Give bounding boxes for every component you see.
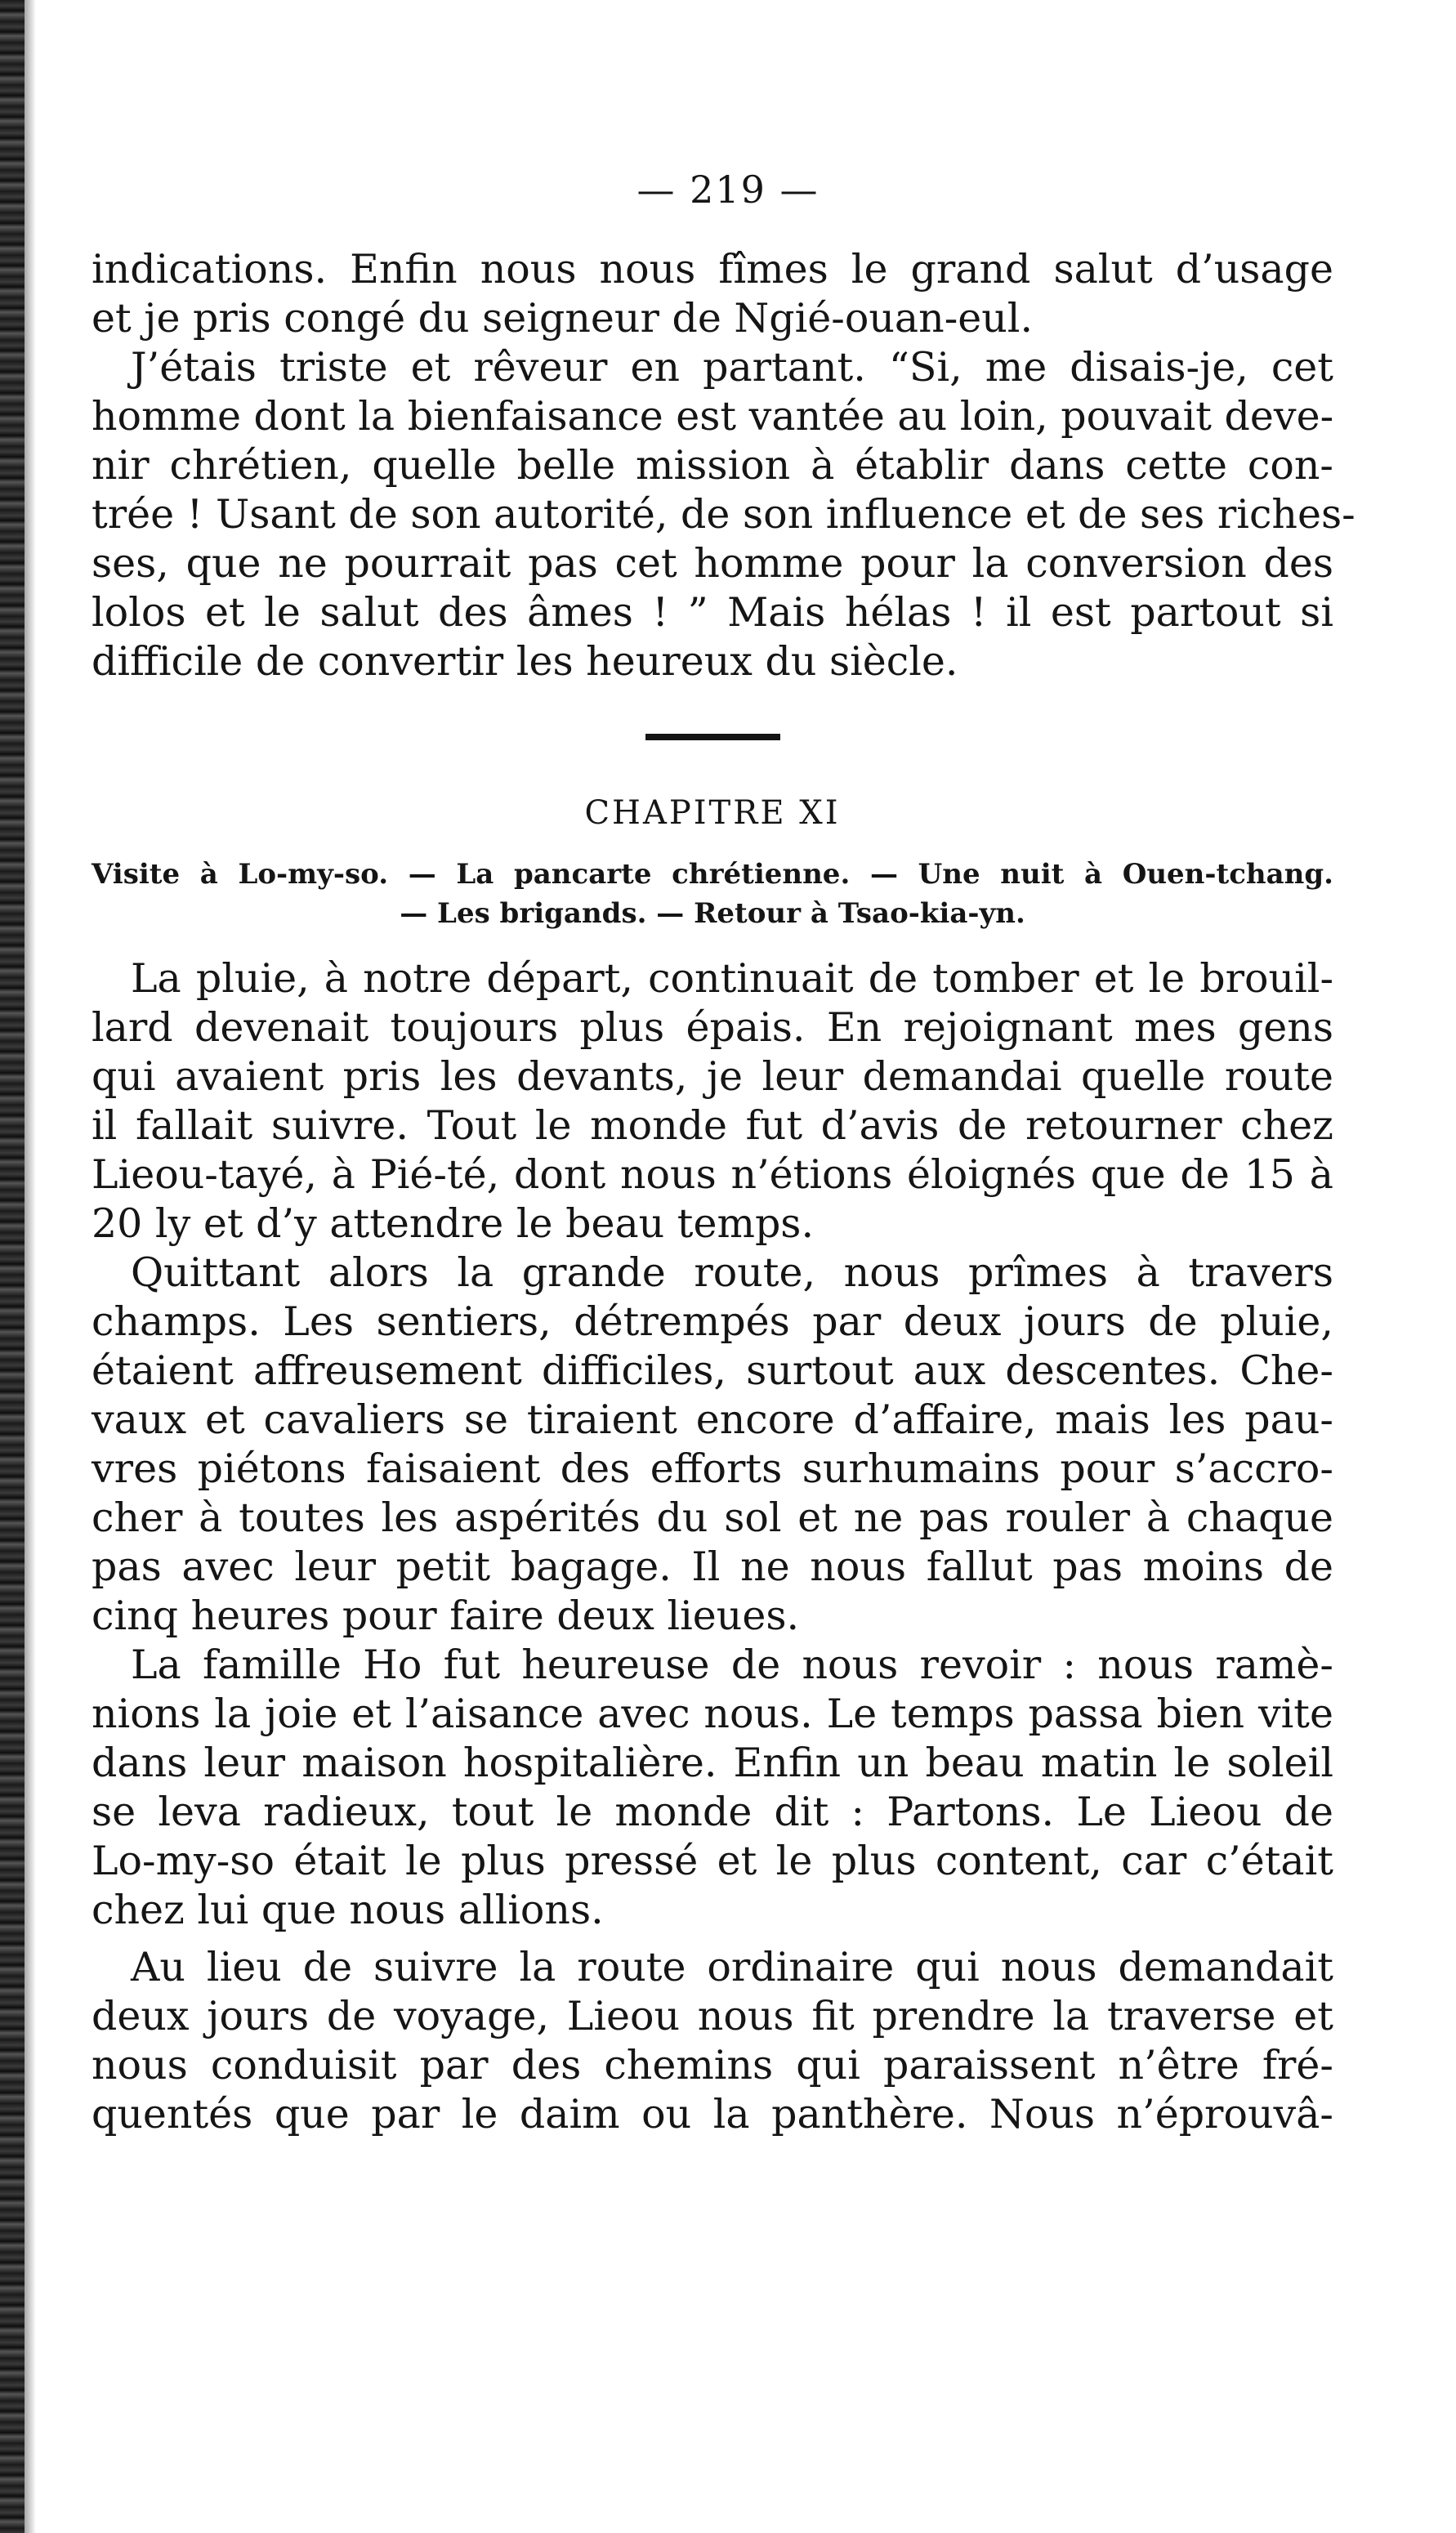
text-line: vaux et cavaliers se tiraient encore d’affaire, mais les pau- (92, 1396, 1333, 1443)
text-line: nir chrétien, quelle belle mission à établir dans cette con- (92, 442, 1333, 489)
paragraph-3 (92, 1249, 1333, 1641)
page-body (92, 245, 1356, 2139)
text-line: La famille Ho fut heureuse de nous revoir : nous ramè- (131, 1642, 1333, 1688)
section-separator (645, 734, 780, 740)
text-line: champs. Les sentiers, détrempés par deux jours de pluie, (92, 1298, 1333, 1345)
book-binding-edge (0, 0, 25, 2533)
text-line: nous conduisit par des chemins qui paraissent n’être fré- (92, 2042, 1333, 2088)
text-line: homme dont la bienfaisance est vantée au loin, pouvait deve- (92, 393, 1334, 440)
text-line: J’étais triste et rêveur en partant. “Si, me disais-je, cet (131, 344, 1333, 391)
intro-paragraph (92, 245, 1333, 343)
text-line: chez lui que nous allions. (92, 1887, 604, 1933)
text-line: vres piétons faisaient des efforts surhumains pour s’accro- (92, 1445, 1333, 1492)
text-line: se leva radieux, tout le monde dit : Partons. Le Lieou de (92, 1789, 1333, 1835)
text-line: Lieou-tayé, à Pié-té, dont nous n’étions éloignés que de 15 à (92, 1151, 1333, 1198)
text-line: dans leur maison hospitalière. Enfin un beau matin le soleil (92, 1740, 1333, 1786)
text-line: il fallait suivre. Tout le monde fut d’avis de retourner chez (92, 1102, 1333, 1149)
text-line: La pluie, à notre départ, continuait de tomber et le brouil- (131, 955, 1333, 1002)
text-line: cinq heures pour faire deux lieues. (92, 1593, 800, 1639)
chapter-title: CHAPITRE XI (584, 794, 841, 832)
summary-line: — Les brigands. — Retour à Tsao-kia-yn. (400, 897, 1025, 930)
summary-line: Visite à Lo-my-so. — La pancarte chrétienne. — Une nuit à Ouen-tchang. (92, 858, 1333, 891)
paragraph-2 (92, 954, 1333, 1249)
paragraph-1 (92, 343, 1356, 686)
text-line: Quittant alors la grande route, nous prîmes à travers (131, 1249, 1333, 1296)
text-line: et je pris congé du seigneur de Ngié-ouan-eul. (92, 295, 1034, 342)
paragraph-5 (92, 1943, 1333, 2139)
text-line: lard devenait toujours plus épais. En rejoignant mes gens (92, 1004, 1333, 1051)
text-line: cher à toutes les aspérités du sol et ne pas rouler à chaque (92, 1494, 1333, 1541)
text-line: lolos et le salut des âmes ! ” Mais hélas ! il est partout si (92, 589, 1333, 636)
text-line: indications. Enfin nous nous fîmes le grand salut d’usage (92, 246, 1333, 293)
text-line: ses, que ne pourrait pas cet homme pour la conversion des (92, 540, 1333, 587)
text-line: quentés que par le daim ou la panthère. Nous n’éprouvâ- (92, 2091, 1333, 2138)
text-line: trée ! Usant de son autorité, de son influence et de ses riches- (92, 491, 1356, 538)
text-line: pas avec leur petit bagage. Il ne nous fallut pas moins de (92, 1543, 1333, 1590)
paragraph-4 (92, 1641, 1333, 1935)
chapter-summary (92, 855, 1333, 933)
text-line: Lo-my-so était le plus pressé et le plus content, car c’était (92, 1838, 1333, 1884)
text-line: deux jours de voyage, Lieou nous fit prendre la traverse et (92, 1993, 1333, 2039)
text-line: difficile de convertir les heureux du siècle. (92, 638, 958, 685)
text-line: nions la joie et l’aisance avec nous. Le temps passa bien vite (92, 1691, 1333, 1737)
text-line: étaient affreusement difficiles, surtout aux descentes. Che- (92, 1347, 1333, 1394)
page-number: — 219 — (636, 168, 820, 212)
text-line: qui avaient pris les devants, je leur demandai quelle route (92, 1053, 1333, 1100)
text-line: Au lieu de suivre la route ordinaire qui nous demandait (131, 1944, 1333, 1990)
text-line: 20 ly et d’y attendre le beau temps. (92, 1200, 815, 1247)
binding-shadow (25, 0, 36, 2533)
